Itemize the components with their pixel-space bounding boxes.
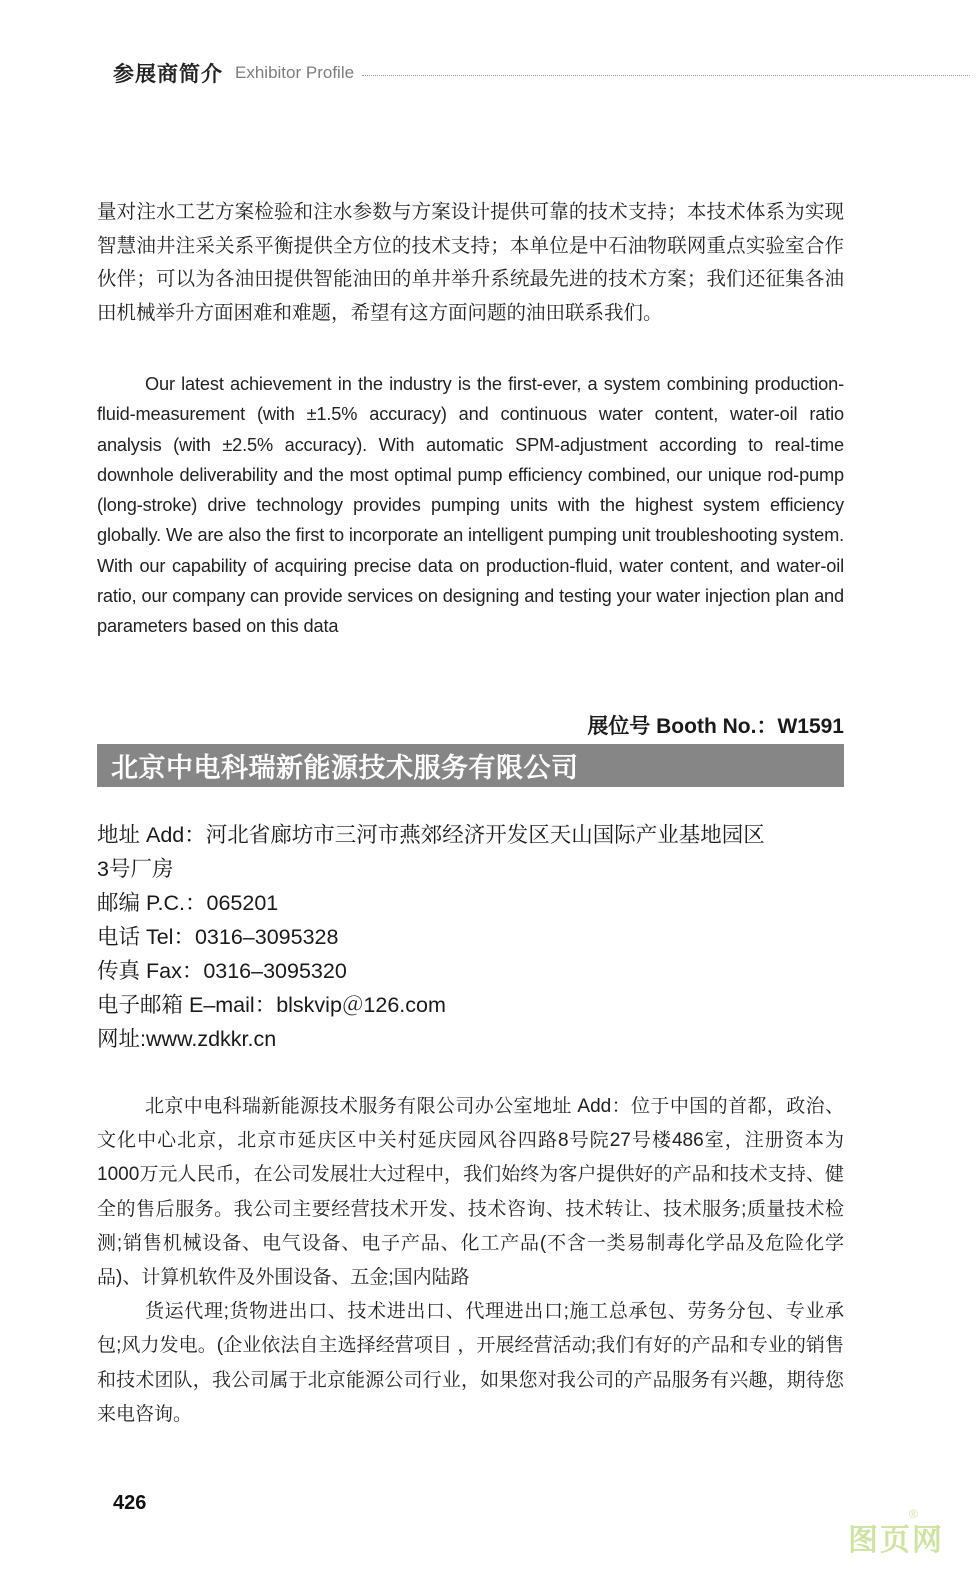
company-description [97, 1090, 844, 1432]
previous-exhibitor-chinese-text [97, 196, 844, 330]
header-title-en: Exhibitor Profile [235, 63, 355, 82]
contact-info [97, 818, 857, 1056]
watermark-logo: 图页网 [848, 1524, 944, 1557]
english-paragraph: Our latest achievement in the industry is the first-ever, a system combining production-fluid-measurement (with ±1.5% accuracy) and continuous water content, water-oil ratio analysis (with ±2.5% accuracy). With automatic SPM-adjustment according to real-time downhole deliverability and the most optimal pump efficiency combined, our unique rod-pump (long-stroke) drive technology provides pumping units with the highest system efficiency globally. We are also the first to incorporate an intelligent pumping unit troubleshooting system. With our capability of acquiring precise data on production-fluid, water content, and water-oil ratio, our company can provide services on designing and testing your water injection plan and parameters based on this data [97, 374, 844, 637]
page-number: 426 [113, 1492, 147, 1514]
telephone: 电话 Tel：0316–3095328 [97, 925, 339, 949]
address-line-1: 地址 Add：河北省廊坊市三河市燕郊经济开发区天山国际产业基地园区 [97, 823, 765, 847]
booth-number: 展位号 Booth No.：W1591 [587, 715, 844, 738]
website: 网址:www.zdkkr.cn [97, 1027, 277, 1051]
description-paragraph-1: 北京中电科瑞新能源技术服务有限公司办公室地址 Add：位于中国的首都，政治、文化中心北京，北京市延庆区中关村延庆园风谷四路8号院27号楼486室，注册资本为1000万元人民币，在公司发展壮大过程中，我们始终为客户提供好的产品和技术支持、健全的售后服务。我公司主要经营技术开发、技术咨询、技术转让、技术服务;质量技术检测;销售机械设备、电气设备、电子产品、化工产品(不含一类易制毒化学品及危险化学品)、计算机软件及外围设备、五金;国内陆路 [97, 1096, 844, 1289]
fax: 传真 Fax：0316–3095320 [97, 959, 347, 983]
header-title-cn: 参展商简介 [113, 63, 223, 86]
previous-exhibitor-english-text [97, 369, 844, 642]
description-paragraph-2: 货运代理;货物进出口、技术进出口、代理进出口;施工总承包、劳务分包、专业承包;风力发电。(企业依法自主选择经营项目 ，开展经营活动;我们有好的产品和专业的销售和技术团队，我公司属于北京能源公司行业，如果您对我公司的产品服务有兴趣，期待您来电咨询。 [97, 1301, 844, 1425]
email: 电子邮箱 E–mail：blskvip＠126.com [97, 993, 446, 1017]
page-header [113, 58, 970, 88]
registered-mark-icon: ® [909, 1507, 918, 1521]
address-line-2: 3号厂房 [97, 857, 174, 881]
company-name-banner [97, 744, 844, 787]
postcode: 邮编 P.C.：065201 [97, 891, 279, 915]
header-dotted-rule [362, 75, 970, 76]
company-name: 北京中电科瑞新能源技术服务有限公司 [111, 753, 579, 783]
chinese-paragraph: 量对注水工艺方案检验和注水参数与方案设计提供可靠的技术支持；本技术体系为实现智慧油井注采关系平衡提供全方位的技术支持；本单位是中石油物联网重点实验室合作伙伴；可以为各油田提供智能油田的单井举升系统最先进的技术方案；我们还征集各油田机械举升方面困难和难题，希望有这方面问题的油田联系我们。 [97, 201, 844, 324]
